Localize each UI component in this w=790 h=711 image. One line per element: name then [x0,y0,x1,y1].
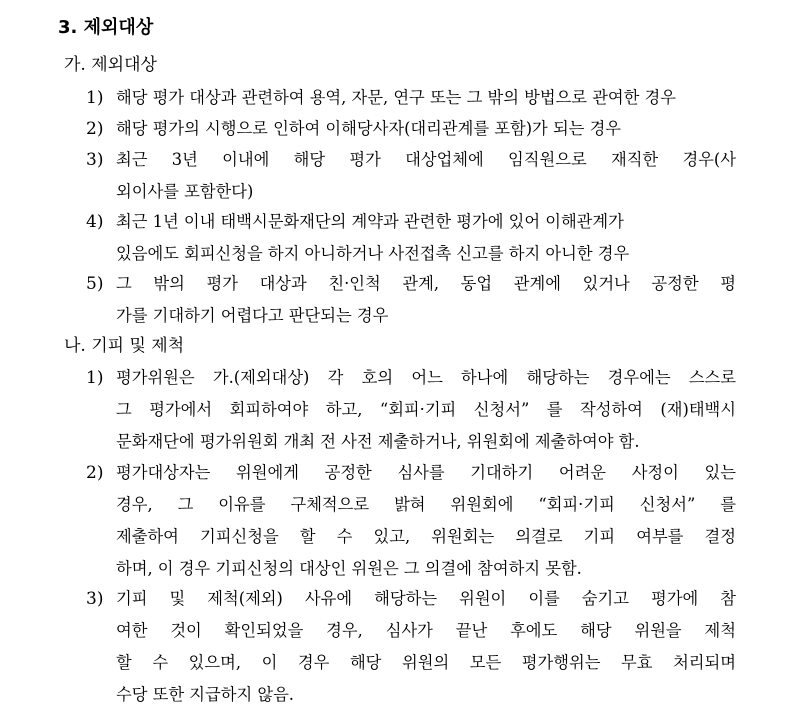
subsection-a-marker: 가. [64,55,86,75]
item-number: 5) [86,274,104,294]
item-line: 제출하여 기피신청을 할 수 있고, 위원회는 의결로 기피 여부를 결정 [116,527,736,546]
item-line: 문화재단에 평가위원회 개최 전 사전 제출하거나, 위원회에 제출하여야 함. [116,432,640,451]
section-number: 3. [58,17,78,38]
item-number: 3) [86,589,104,609]
item-line: 가를 기대하기 어렵다고 판단되는 경우 [116,306,389,325]
item-line: 해당 평가 대상과 관련하여 용역, 자문, 연구 또는 그 밖의 방법으로 관여한 경우 [116,88,677,107]
subsection-a-title: 제외대상 [91,55,157,75]
item-line: 외이사를 포함한다) [116,182,254,201]
item-line: 기피 및 제척(제외) 사유에 해당하는 위원이 이를 숨기고 평가에 참 [116,589,736,608]
exclusion-item-2 [86,113,736,145]
item-line: 최근 1년 이내 태백시문화재단의 계약과 관련한 평가에 있어 이해관계가 [116,212,624,231]
item-line: 해당 평가의 시행으로 인하여 이해당사자(대리관계를 포함)가 되는 경우 [116,119,622,138]
item-line: 그 밖의 평가 대상과 친·인척 관계, 동업 관계에 있거나 공정한 평 [116,274,736,293]
subsection-a-heading [64,51,157,79]
item-number: 1) [86,88,104,108]
item-number: 3) [86,150,104,170]
subsection-b-marker: 나. [64,336,86,356]
recusal-item-3 [86,583,736,711]
item-line: 여한 것이 확인되었을 경우, 심사가 끝난 후에도 해당 위원을 제척 [116,621,736,640]
item-line: 최근 3년 이내에 해당 평가 대상업체에 임직원으로 재직한 경우(사 [116,150,736,169]
exclusion-item-1 [86,82,736,114]
item-number: 2) [86,463,104,483]
item-line: 그 평가에서 회피하여야 하고, “회피·기피 신청서” 를 작성하여 (재)태백시 [116,400,736,419]
item-line: 경우, 그 이유를 구체적으로 밝혀 위원회에 “회피·기피 신청서” 를 [116,495,736,514]
item-line: 평가대상자는 위원에게 공정한 심사를 기대하기 어려운 사정이 있는 [116,463,736,482]
section-title: 제외대상 [83,17,154,38]
item-line: 평가위원은 가.(제외대상) 각 호의 어느 하나에 해당하는 경우에는 스스로 [116,368,736,387]
item-line: 수당 또한 지급하지 않음. [116,685,294,704]
subsection-b-title: 기피 및 제척 [91,336,185,356]
section-heading [58,14,153,42]
item-number: 4) [86,212,104,232]
recusal-item-2 [86,457,736,585]
exclusion-item-4 [86,206,736,270]
exclusion-item-5 [86,268,736,332]
item-line: 하며, 이 경우 기피신청의 대상인 위원은 그 의결에 참여하지 못함. [116,559,582,578]
item-line: 할 수 있으며, 이 경우 해당 위원의 모든 평가행위는 무효 처리되며 [116,653,736,672]
recusal-item-1 [86,362,736,458]
exclusion-item-3 [86,144,736,208]
subsection-b-heading [64,332,184,360]
item-line: 있음에도 회피신청을 하지 아니하거나 사전접촉 신고를 하지 아니한 경우 [116,244,630,263]
item-number: 1) [86,368,104,388]
item-number: 2) [86,119,104,139]
